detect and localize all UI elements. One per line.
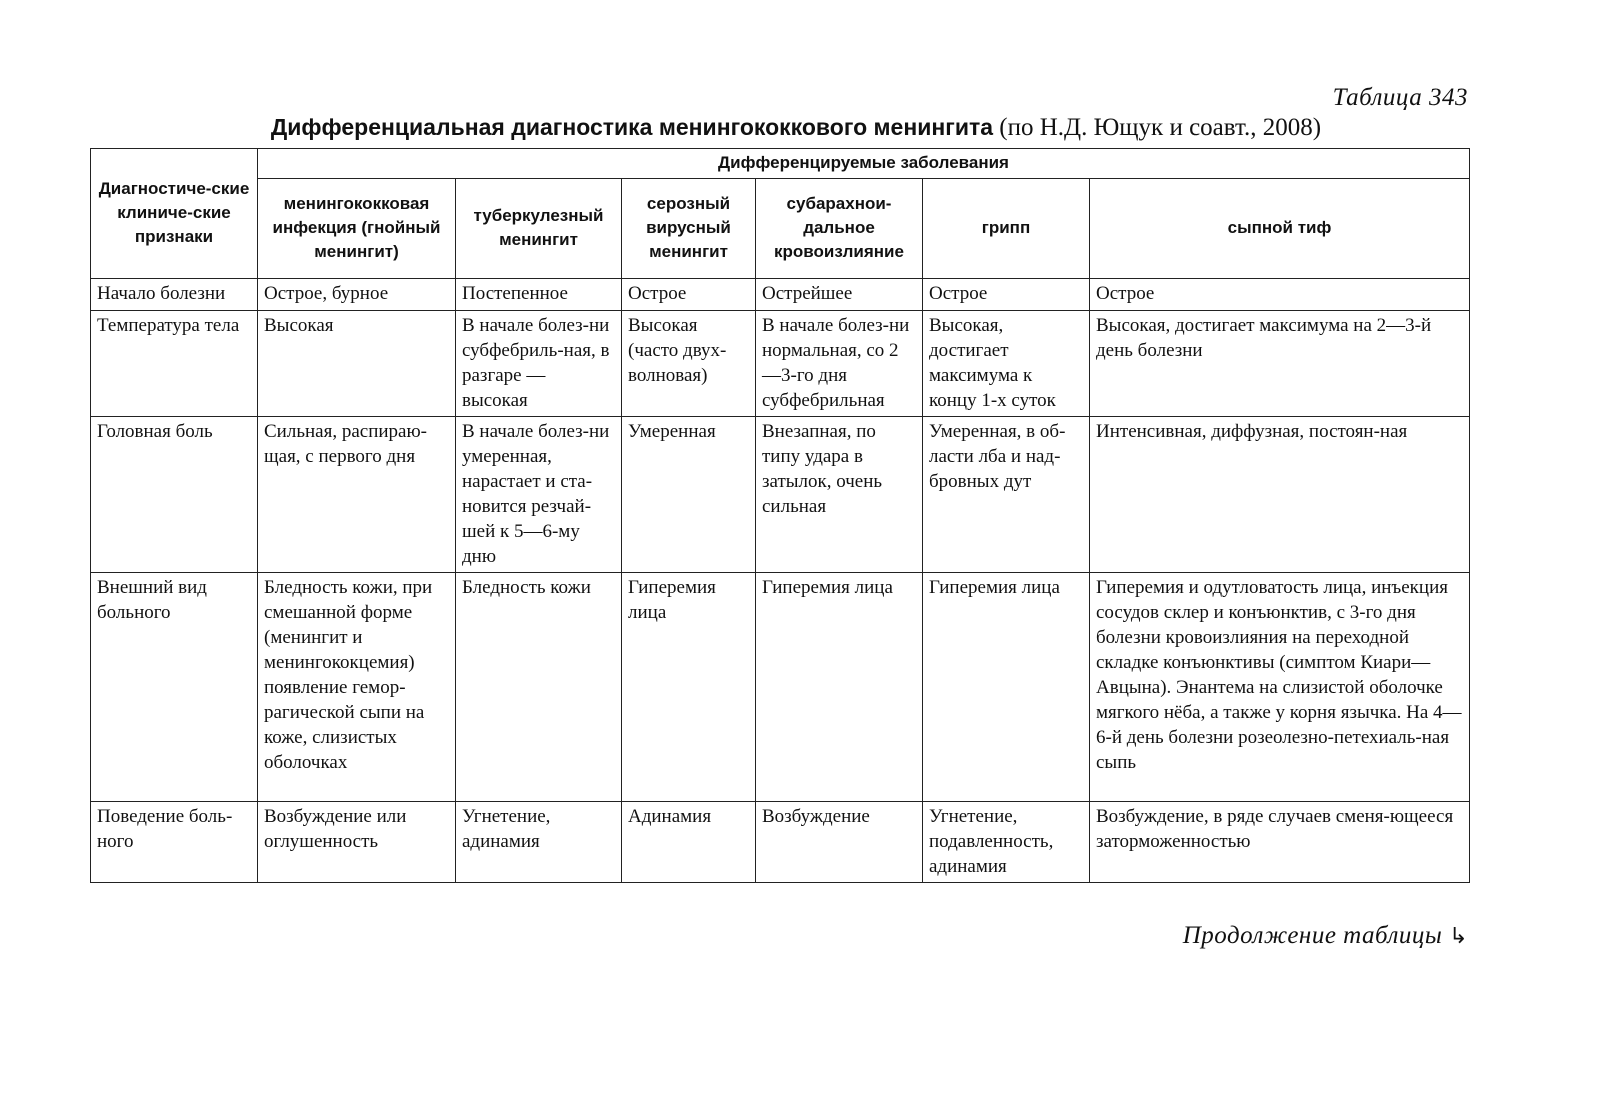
table-cell: Острое: [622, 279, 756, 311]
table-row: [91, 279, 1470, 311]
table-cell: В начале болез-ни субфебриль-ная, в разгаре — высокая: [456, 311, 622, 417]
continuation-text: Продолжение таблицы: [1182, 922, 1443, 949]
table-cell: Внезапная, по типу удара в затылок, очень сильная: [756, 417, 923, 573]
table-cell: Угнетение, подавленность, адинамия: [923, 802, 1090, 883]
table-cell: Бледность кожи, при смешанной форме (менингит и менингококцемия) появление гемор-рагической сыпи на коже, слизистых оболочках: [258, 573, 456, 802]
differential-diagnosis-table: [90, 148, 1470, 883]
table-cell: Гиперемия лица: [622, 573, 756, 802]
table-cell: Умеренная, в об-ласти лба и над-бровных дут: [923, 417, 1090, 573]
table-cell: В начале болез-ни умеренная, нарастает и ста-новится резчай-шей к 5—6-му дню: [456, 417, 622, 573]
table-cell: Высокая, достигает максимума к концу 1-х суток: [923, 311, 1090, 417]
table-cell: Бледность кожи: [456, 573, 622, 802]
table-title-source: (по Н.Д. Ющук и соавт., 2008): [999, 114, 1322, 141]
row-label: Начало болезни: [91, 279, 258, 311]
row-label: Внешний вид больного: [91, 573, 258, 802]
column-header: сыпной тиф: [1090, 179, 1470, 279]
table-cell: Возбуждение: [756, 802, 923, 883]
table-cell: Гиперемия и одутловатость лица, инъекция сосудов склер и конъюнктив, с 3-го дня болезни кровоизлияния на переходной складке конъюнктивы (симптом Киари—Авцына). Энантема на слизистой оболочке мягкого нёба, а также у корня язычка. На 4—6-й день болезни розеолезно-петехиаль-ная сыпь: [1090, 573, 1470, 802]
table-cell: Острое: [923, 279, 1090, 311]
table-cell: Сильная, распираю-щая, с первого дня: [258, 417, 456, 573]
table-cell: Угнетение, адинамия: [456, 802, 622, 883]
row-label: Температура тела: [91, 311, 258, 417]
column-header: менингококковая инфекция (гнойный менингит): [258, 179, 456, 279]
table-cell: Умеренная: [622, 417, 756, 573]
continuation-note: [1183, 922, 1468, 950]
group-header: Дифференцируемые заболевания: [258, 149, 1470, 179]
table-cell: Возбуждение или оглушенность: [258, 802, 456, 883]
table-cell: Адинамия: [622, 802, 756, 883]
table-row: [91, 573, 1470, 802]
table-title-main: Дифференциальная диагностика менингококкового менингита: [270, 114, 994, 140]
column-header: туберкулезный менингит: [456, 179, 622, 279]
table-row: [91, 417, 1470, 573]
column-header: субарахнои-дальное кровоизлияние: [756, 179, 923, 279]
table-cell: В начале болез-ни нормальная, со 2—3-го дня субфебрильная: [756, 311, 923, 417]
row-label: Головная боль: [91, 417, 258, 573]
table-cell: Постепенное: [456, 279, 622, 311]
table-cell: Острое, бурное: [258, 279, 456, 311]
table-cell: Интенсивная, диффузная, постоян-ная: [1090, 417, 1470, 573]
row-header-label: Диагностиче-ские клиниче-ские признаки: [91, 149, 258, 279]
table-row: [91, 311, 1470, 417]
row-label: Поведение боль-ного: [91, 802, 258, 883]
table-row: [91, 802, 1470, 883]
table-title: [90, 114, 1502, 142]
turn-down-arrow-icon: ↳: [1449, 924, 1468, 949]
table-cell: Высокая: [258, 311, 456, 417]
table-cell: Гиперемия лица: [756, 573, 923, 802]
column-header: серозный вирусный менингит: [622, 179, 756, 279]
table-cell: Гиперемия лица: [923, 573, 1090, 802]
table-cell: Острое: [1090, 279, 1470, 311]
table-number-label: Таблица 343: [1332, 84, 1468, 111]
table-cell: Высокая, достигает максимума на 2—3-й день болезни: [1090, 311, 1470, 417]
table-cell: Острейшее: [756, 279, 923, 311]
column-header: грипп: [923, 179, 1090, 279]
table-cell: Высокая (часто двух-волновая): [622, 311, 756, 417]
table-cell: Возбуждение, в ряде случаев сменя-ющееся заторможенностью: [1090, 802, 1470, 883]
